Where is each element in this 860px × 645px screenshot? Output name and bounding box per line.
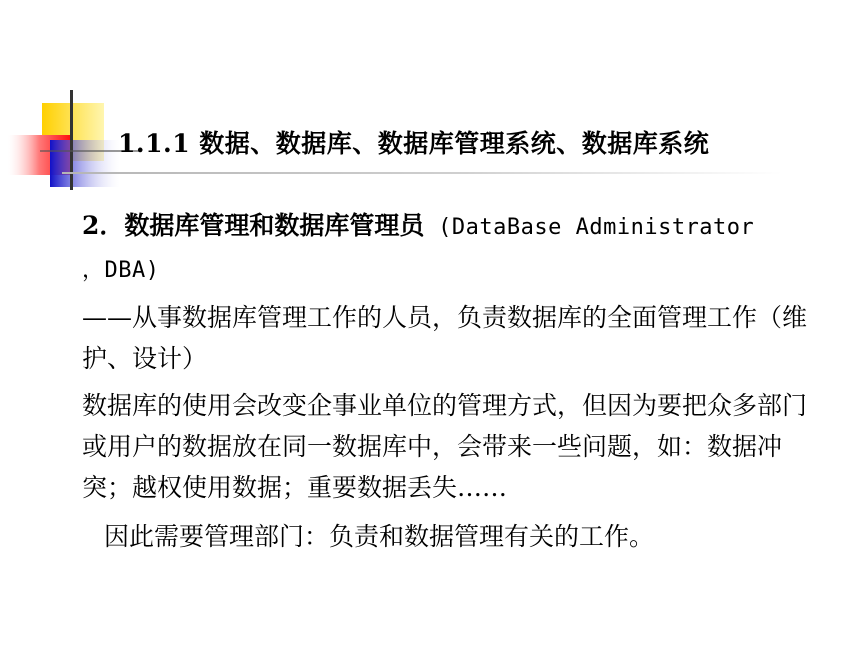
section-heading-paragraph [82,205,822,291]
definition-paragraph: ——从事数据库管理工作的人员，负责数据库的全面管理工作（维护、设计） [82,303,808,373]
section-heading-english: (DataBase Administrator [424,215,755,240]
corner-decoration [0,0,180,200]
impact-paragraph: 数据库的使用会改变企事业单位的管理方式，但因为要把众多部门或用户的数据放在同一数据库中，会带来一些问题，如：数据冲突；越权使用数据；重要数据丢失…… [82,391,808,502]
slide-body [82,205,822,577]
title-underline [62,172,782,174]
section-heading-english-cont: ，DBA) [82,258,160,283]
vertical-rule [70,90,73,190]
conclusion-paragraph: 因此需要管理部门：负责和数据管理有关的工作。 [104,522,655,551]
section-heading: 2．数据库管理和数据库管理员 [82,211,425,240]
blue-block [50,140,120,187]
slide-title: 1.1.1 数据、数据库、数据库管理系统、数据库系统 [118,129,710,158]
